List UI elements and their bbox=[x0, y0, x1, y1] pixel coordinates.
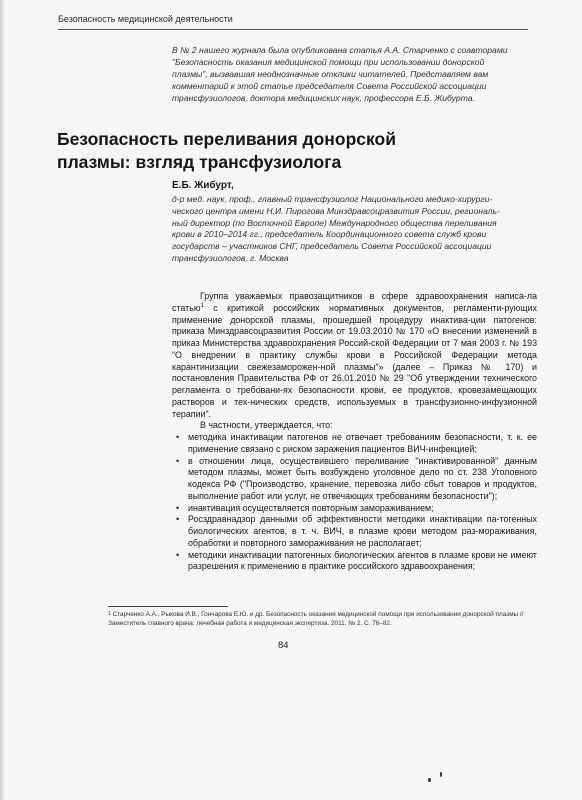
author-name: Е.Б. Жибурт, bbox=[172, 180, 234, 191]
intro-line: плазмы", вызвавшая неоднозначные отклики читателей. Представляем вам bbox=[172, 69, 489, 79]
body-paragraph bbox=[172, 291, 537, 420]
list-item bbox=[172, 503, 537, 515]
list-item bbox=[172, 550, 537, 574]
paragraph-text: с критикой российских нормативных документов, регламенти-рующих применение донорской плазмы, прошедшей процедуру инактива-ции патогенов: приказа Минздравсоцразвития России от 19.03.2010 № 170 «О внесении изменений в приказ Министерства здравоохранения Россий-ской Федерации от 7 мая 2003 г. № 193 “О внедрении в практику службы крови в Российской Федерации метода карантинизации свежезаморожен-ной плазмы"» (далее – Приказ № 170) и постановления Правительства РФ от 26.01.2010 № 29 "Об утверждении технического регламента о требовани-ях безопасности крови, ее продуктов, кровезамещающих растворов и тех-нических средств, используемых в трансфузионно-инфузионной терапии". bbox=[172, 302, 537, 419]
scan-speck bbox=[428, 778, 431, 782]
header-divider bbox=[58, 29, 528, 30]
title-line: плазмы: взгляд трансфузиолога bbox=[57, 152, 342, 172]
intro-line: В № 2 нашего журнала была опубликована статья А.А. Старченко с соавторами bbox=[172, 45, 508, 55]
footnote-divider bbox=[108, 606, 228, 607]
list-item-text: в отношении лица, осуществившего переливание "инактивированной" данным методом плазмы, может быть возбуждено уголовное дело по ст. 238 Уголовного кодекса РФ ("Производство, хранение, перевозка либо сбыт товаров и продуктов, выполнение работ или услуг, не отвечающих требованиям безопасности"); bbox=[188, 455, 537, 501]
footnote-reference[interactable]: 1 bbox=[200, 302, 204, 309]
intro-line: комментарий к этой статье председателя Совета Российской ассоциации bbox=[172, 81, 487, 91]
article-title bbox=[57, 128, 457, 174]
list-item-text: Росздравнадзор данными об эффективности методики инактивации па-тогенных биологических агентов, в т. ч. ВИЧ, в плазме крови методом раз-мораживания, обработки и повторного замораживания не располагает; bbox=[188, 514, 537, 548]
list-item bbox=[172, 456, 537, 503]
article-body bbox=[172, 291, 537, 573]
author-info-line: трансфузиологов, г. Москва bbox=[172, 252, 289, 263]
running-header: Безопасность медицинской деятельности bbox=[58, 14, 233, 24]
scan-speck bbox=[440, 772, 442, 777]
claims-list bbox=[172, 432, 537, 573]
footnote-mark: 1 bbox=[108, 611, 111, 617]
author-info-line: ческого центра имени Н.И. Пирогова Минздравсоцразвития России, региональ- bbox=[172, 205, 500, 216]
author-info-line: д-р мед. наук, проф., главный трансфузиолог Национального медико-хирурги- bbox=[172, 194, 493, 204]
intro-line: "Безопасность оказания медицинской помощи при использовании донорской bbox=[172, 57, 485, 67]
author-info-line: государств – участников СНГ, председатель Совета Российской ассоциации bbox=[172, 241, 492, 252]
editorial-intro bbox=[172, 44, 548, 104]
title-line: Безопасность переливания донорской bbox=[57, 129, 396, 149]
list-item-text: методика инактивации патогенов не отвечает требованиям безопасности, т. к. ее применение связано с риском заражения пациентов ВИЧ-инфекцией; bbox=[188, 432, 537, 454]
list-item-text: методики инактивации патогенных биологических агентов в плазме крови не имеют разрешения к применению в практике российского здравоохранения; bbox=[188, 549, 537, 572]
bullet-icon: • bbox=[176, 455, 180, 466]
author-info-line: ный директор (по Восточной Европе) Международного общества переливания bbox=[172, 217, 497, 228]
footnote-text: Старченко А.А., Рыкова И.В., Гончарова Е.Ю. и др. Безопасность оказания медицинской помощи при использовании донорской плазмы // Заместитель главного врача: лечебная работа и медицинская экспертиза. 2011. № 2. С. 76–82. bbox=[108, 611, 524, 627]
list-item bbox=[172, 514, 537, 549]
footnote bbox=[108, 610, 538, 628]
page-number: 84 bbox=[278, 640, 289, 651]
bullet-icon: • bbox=[176, 502, 180, 513]
bullet-icon: • bbox=[176, 514, 180, 525]
list-item-text: инактивация осуществляется повторным замораживанием; bbox=[188, 502, 434, 513]
paragraph-text: Группа уважаемых правозащитников в сфере здравоохранения написа-ла статью bbox=[172, 291, 537, 313]
list-item bbox=[172, 432, 537, 456]
author-info-line: крови в 2010–2014 гг., председатель Координационного совета служб крови bbox=[172, 229, 487, 240]
intro-line: трансфузиологов, доктора медицинских наук, профессора Е.Б. Жибурта. bbox=[172, 93, 475, 103]
author-affiliation bbox=[172, 194, 542, 265]
bullet-icon: • bbox=[176, 549, 180, 560]
page-shadow-edge bbox=[0, 0, 5, 800]
list-lead-in: В частности, утверждается, что: bbox=[200, 420, 333, 431]
bullet-icon: • bbox=[176, 432, 180, 442]
